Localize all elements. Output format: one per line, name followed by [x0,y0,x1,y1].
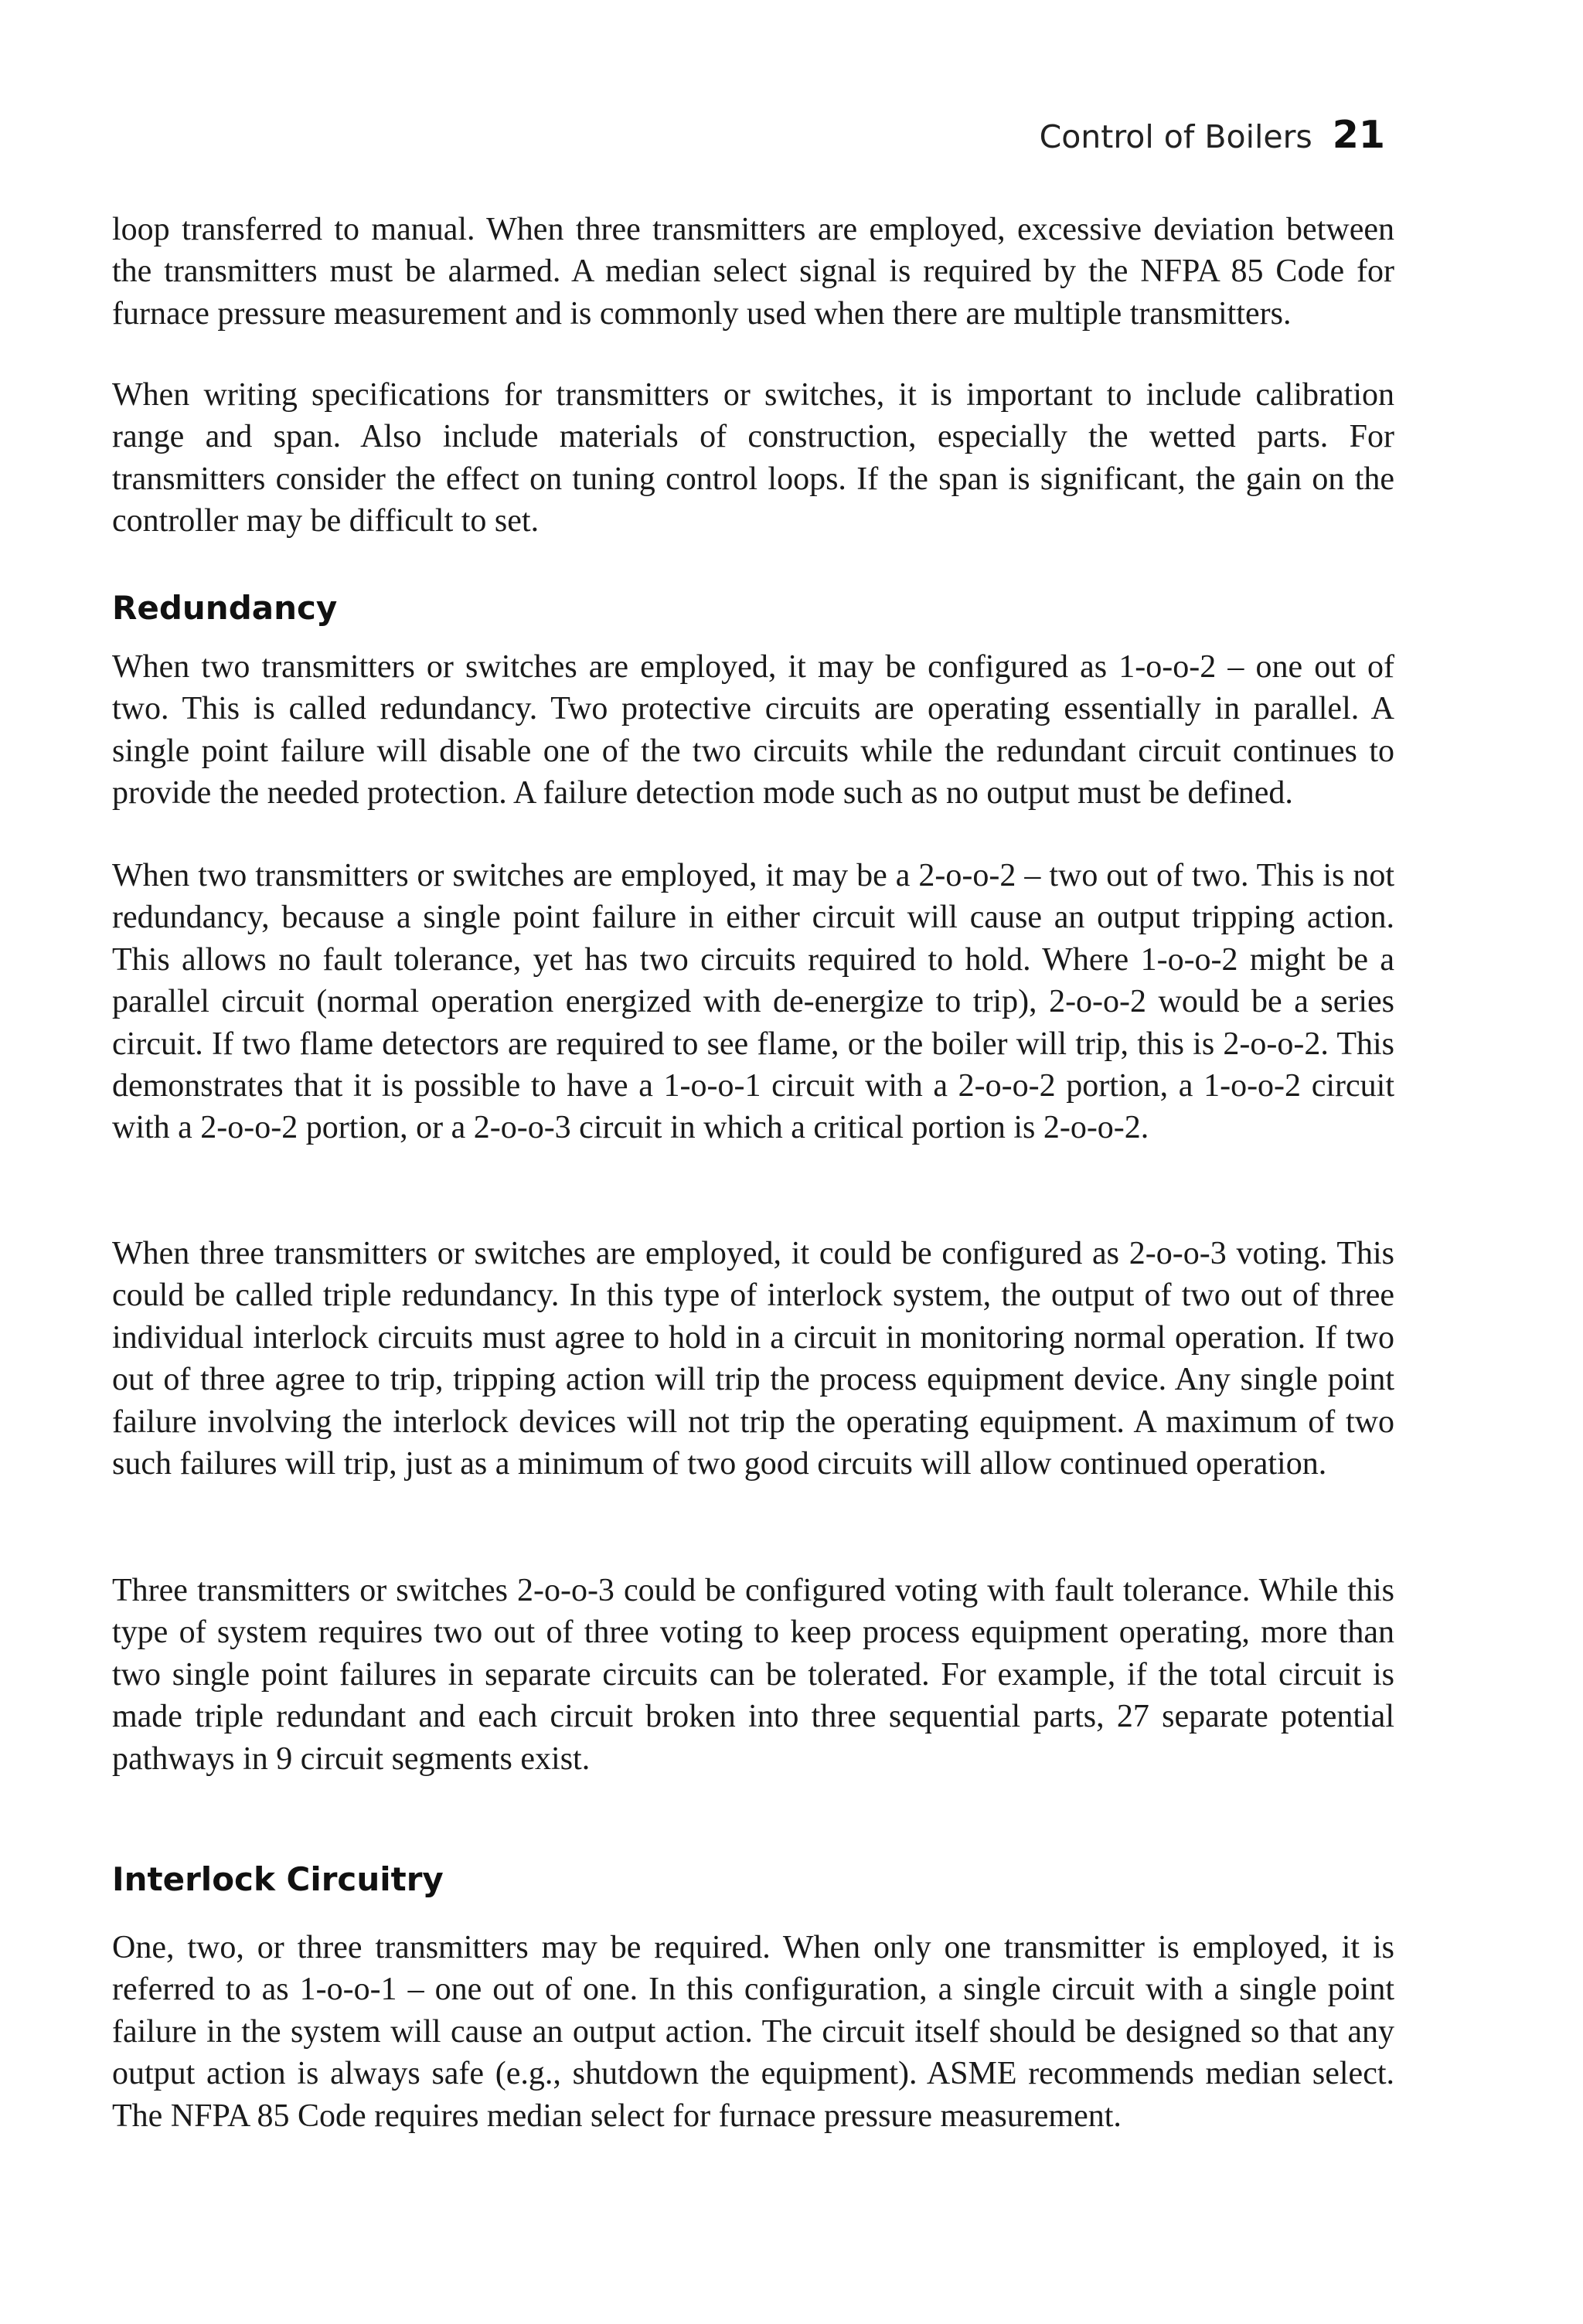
running-title: Control of Boilers [1039,118,1312,155]
section-heading-redundancy: Redundancy [112,589,338,627]
paragraph: When three transmitters or switches are employed, it could be configured as 2-o-o-3 voting. This could be called triple redundancy. In this type of interlock system, the output of two out of three individual interlock circuits must agree to hold in a circuit in monitoring normal operation. If two out of three agree to trip, tripping action will trip the process equipment device. Any single point failure involving the interlock devices will not trip the operating equipment. A maximum of two such failures will trip, just as a minimum of two good circuits will allow continued operation. [112,1236,1394,1482]
paragraph: When writing specifications for transmitters or switches, it is important to include calibration range and span. Also include materials of construction, especially the wetted parts. For transmitters consider the effect on tuning control loops. If the span is significant, the gain on the controller may be difficult to set. [112,377,1394,539]
section-heading-interlock-circuitry: Interlock Circuitry [112,1860,444,1898]
paragraph: When two transmitters or switches are employed, it may be a 2-o-o-2 – two out of two. This is not redundancy, because a single point failure in either circuit will cause an output tripping action. This allows no fault tolerance, yet has two circuits required to hold. Where 1-o-o-2 might be a parallel circuit (normal operation energized with de-energize to trip), 2-o-o-2 would be a series circuit. If two flame detectors are required to see flame, or the boiler will trip, this is 2-o-o-2. This demonstrates that it is possible to have a 1-o-o-1 circuit with a 2-o-o-2 portion, a 1-o-o-2 circuit with a 2-o-o-2 portion, or a 2-o-o-3 circuit in which a critical portion is 2-o-o-2. [112,858,1394,1146]
page-number: 21 [1332,113,1385,157]
paragraph: Three transmitters or switches 2-o-o-3 could be configured voting with fault tolerance. While this type of system requires two out of three voting to keep process equipment operating, more than two single point failures in separate circuits can be tolerated. For example, if the total circuit is made triple redundant and each circuit broken into three sequential parts, 27 separate potential pathways in 9 circuit segments exist. [112,1573,1394,1777]
paragraph: When two transmitters or switches are employed, it may be configured as 1-o-o-2 – one out of two. This is called redundancy. Two protective circuits are operating essentially in parallel. A single point failure will disable one of the two circuits while the redundant circuit continues to provide the needed protection. A failure detection mode such as no output must be defined. [112,649,1394,812]
running-header [1040,113,1385,157]
paragraph: One, two, or three transmitters may be required. When only one transmitter is employed, it is referred to as 1-o-o-1 – one out of one. In this configuration, a single circuit with a single point failure in the system will cause an output action. The circuit itself should be designed so that any output action is always safe (e.g., shutdown the equipment). ASME recommends median select. The NFPA 85 Code requires median select for furnace pressure measurement. [112,1930,1394,2134]
paragraph: loop transferred to manual. When three transmitters are employed, excessive deviation between the transmitters must be alarmed. A median select signal is required by the NFPA 85 Code for furnace pressure measurement and is commonly used when there are multiple transmitters. [112,212,1394,332]
